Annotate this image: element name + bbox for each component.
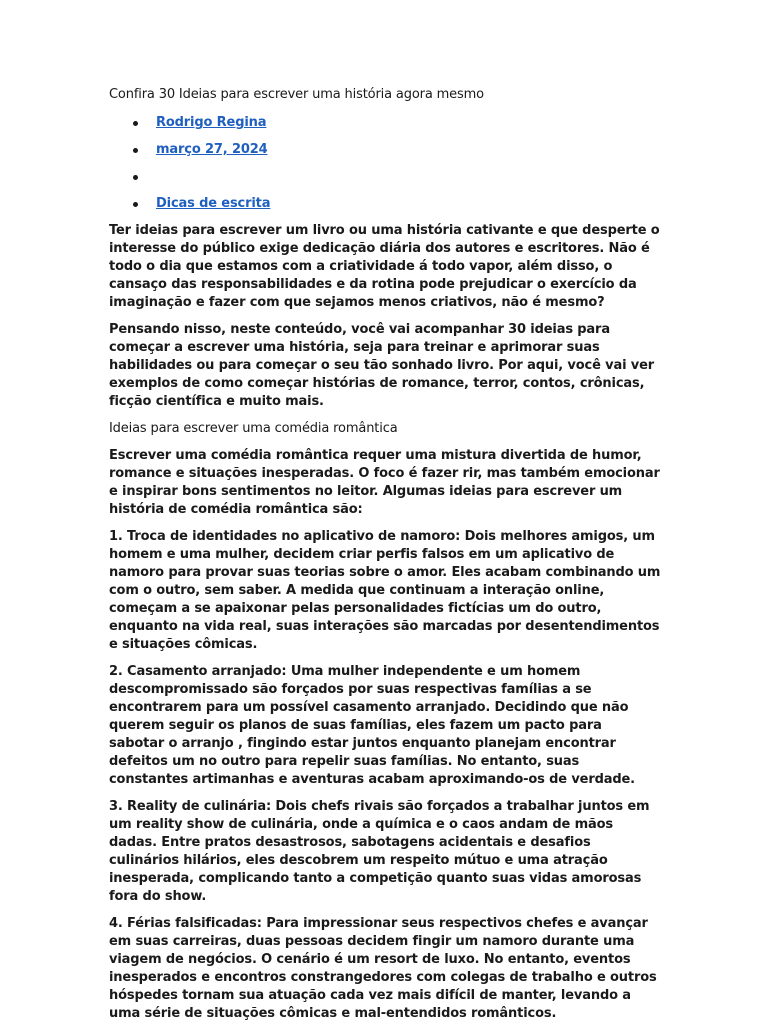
idea-paragraph: 4. Férias falsificadas: Para impressionar seus respectivos chefes e avançar em suas carreiras, duas pessoas decidem fingir um namoro durante uma viagem de negócios. O cenário é um resort de luxo. No entanto, eventos inesperados e encontros constrangedores com colegas de trabalho e outros hóspedes tornam sua atuação cada vez mais difícil de manter, levando a uma série de situações cômicas e mal-entendidos românticos. (109, 916, 657, 1021)
article (109, 86, 661, 1032)
date-link[interactable]: março 27, 2024 (156, 142, 268, 157)
idea-paragraph: 1. Troca de identidades no aplicativo de namoro: Dois melhores amigos, um homem e uma mulher, decidem criar perfis falsos em um aplicativo de namoro para provar suas teorias sobre o amor. Eles acabam combinando um com o outro, sem saber. A medida que continuam a interação online, começam a se apaixonar pelas personalidades fictícias um do outro, enquanto na vida real, suas interações são marcadas por desentendimentos e situações cômicas. (109, 529, 661, 652)
category-link[interactable]: Dicas de escrita (156, 196, 271, 211)
meta-item-date (109, 141, 661, 159)
meta-item-category (109, 195, 661, 213)
article-title: Confira 30 Ideias para escrever uma história agora mesmo (109, 87, 484, 102)
intro-paragraph-2: Pensando nisso, neste conteúdo, você vai acompanhar 30 ideias para começar a escrever uma história, seja para treinar e aprimorar suas habilidades ou para começar o seu tão sonhado livro. Por aqui, você vai ver exemplos de como começar histórias de romance, terror, contos, crônicas, ficção científica e muito mais. (109, 322, 655, 409)
author-link[interactable]: Rodrigo Regina (156, 115, 267, 130)
idea-paragraph: 3. Reality de culinária: Dois chefs rivais são forçados a trabalhar juntos em um reality show de culinária, onde a química e o caos andam de mãos dadas. Entre pratos desastrosos, sabotagens acidentais e desafios culinários hilários, eles descobrem um respeito mútuo e uma atração inesperada, complicando tanto a competição quanto suas vidas amorosas fora do show. (109, 799, 650, 904)
article-meta-list (109, 114, 661, 213)
intro-paragraph-1: Ter ideias para escrever um livro ou uma história cativante e que desperte o interesse do público exige dedicação diária dos autores e escritores. Não é todo o dia que estamos com a criatividade á todo vapor, além disso, o cansaço das responsabilidades e da rotina pode prejudicar o exercício da imaginação e fazer com que sejamos menos criativos, não é mesmo? (109, 223, 660, 310)
section-heading: Ideias para escrever uma comédia romântica (109, 421, 398, 436)
meta-item-empty (109, 168, 661, 186)
section-intro: Escrever uma comédia romântica requer uma mistura divertida de humor, romance e situações inesperadas. O foco é fazer rir, mas também emocionar e inspirar bons sentimentos no leitor. Algumas ideias para escrever um história de comédia romântica são: (109, 448, 660, 517)
meta-item-author (109, 114, 661, 132)
idea-paragraph: 2. Casamento arranjado: Uma mulher independente e um homem descompromissado são forçados por suas respectivas famílias a se encontrarem para um possível casamento arranjado. Decidindo que não querem seguir os planos de suas famílias, eles fazem um pacto para sabotar o arranjo , fingindo estar juntos enquanto planejam encontrar defeitos um no outro para repelir suas famílias. No entanto, suas constantes artimanhas e aventuras acabam aproximando-os de verdade. (109, 664, 635, 787)
